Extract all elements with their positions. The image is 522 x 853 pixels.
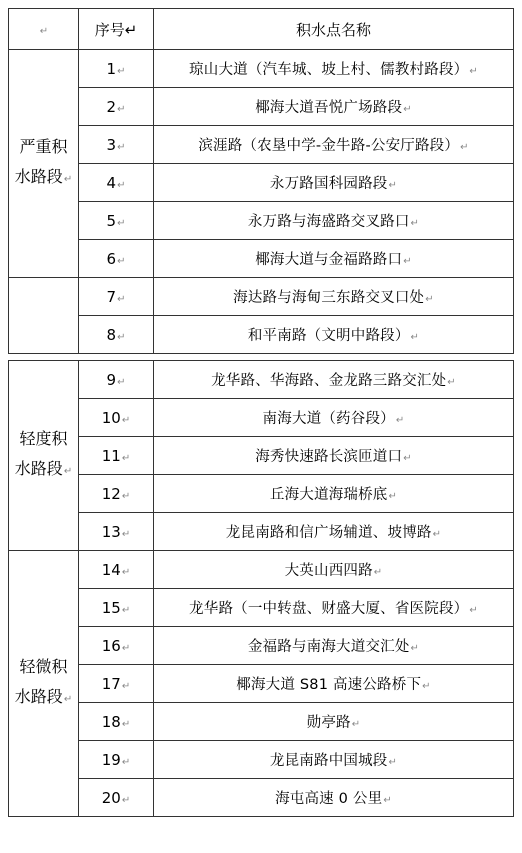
table-row [9, 399, 514, 437]
row-index: 19 [101, 750, 121, 769]
row-index-cell [79, 551, 154, 589]
category-label-line2 [9, 162, 78, 195]
paragraph-mark: ↵ [373, 567, 383, 578]
paragraph-mark: ↵ [121, 414, 131, 426]
paragraph-mark: ↵ [117, 331, 126, 343]
point-name-cell [154, 399, 514, 437]
paragraph-mark: ↵ [388, 757, 398, 768]
paragraph-mark: ↵ [403, 256, 412, 267]
row-index-cell [79, 475, 154, 513]
point-name-cell [154, 88, 514, 126]
row-index-cell [79, 202, 154, 240]
point-name-cell [154, 475, 514, 513]
paragraph-mark: ↵ [422, 681, 431, 692]
table-row [9, 88, 514, 126]
point-name-cell [154, 240, 514, 278]
table-row [9, 589, 514, 627]
point-name: 琼山大道（汽车城、坡上村、儒教村路段） [189, 62, 469, 78]
paragraph-mark: ↵ [403, 453, 412, 464]
row-index-cell [79, 88, 154, 126]
header-row [9, 9, 514, 50]
table-body [9, 50, 514, 817]
point-name: 和平南路（文明中路段） [247, 328, 410, 344]
page-break-cell [9, 354, 514, 361]
paragraph-mark: ↵ [121, 528, 131, 540]
row-index: 17 [101, 674, 121, 693]
row-index-cell [79, 278, 154, 316]
point-name: 永万路国科园路段 [269, 176, 388, 192]
point-name-cell [154, 665, 514, 703]
row-index: 4 [106, 173, 117, 192]
paragraph-mark: ↵ [63, 174, 73, 185]
paragraph-mark: ↵ [469, 605, 478, 616]
point-name: 龙昆南路中国城段 [269, 753, 388, 769]
table-row [9, 316, 514, 354]
paragraph-mark: ↵ [63, 466, 73, 477]
paragraph-mark: ↵ [117, 376, 126, 388]
paragraph-mark: ↵ [121, 490, 131, 502]
paragraph-mark: ↵ [121, 566, 131, 578]
point-name-cell [154, 316, 514, 354]
row-index: 18 [101, 712, 121, 731]
row-index-cell [79, 741, 154, 779]
category-label-text: 水路段 [14, 459, 63, 478]
row-index-cell [79, 437, 154, 475]
point-name-cell [154, 126, 514, 164]
table-row [9, 126, 514, 164]
table-row [9, 665, 514, 703]
paragraph-mark: ↵ [117, 217, 126, 229]
point-name-cell [154, 513, 514, 551]
paragraph-mark: ↵ [117, 141, 126, 153]
point-name: 勋亭路 [306, 715, 351, 731]
point-name-cell [154, 437, 514, 475]
point-name: 永万路与海盛路交叉路口 [247, 214, 410, 230]
paragraph-mark: ↵ [121, 718, 131, 730]
table-row [9, 202, 514, 240]
row-index: 1 [106, 59, 117, 78]
row-index-cell [79, 126, 154, 164]
table-row [9, 437, 514, 475]
row-index-cell [79, 164, 154, 202]
table-row [9, 278, 514, 316]
point-name-cell [154, 779, 514, 817]
category-cell [9, 361, 79, 551]
table-row [9, 475, 514, 513]
category-label-line2 [9, 454, 78, 487]
row-index-cell [79, 513, 154, 551]
row-index: 7 [106, 287, 117, 306]
paragraph-mark: ↵ [410, 332, 420, 343]
table-row [9, 551, 514, 589]
paragraph-mark: ↵ [117, 103, 126, 115]
point-name: 椰海大道与金福路路口 [255, 252, 403, 268]
paragraph-mark: ↵ [410, 218, 420, 229]
point-name: 海屯高速 0 公里 [275, 791, 383, 807]
point-name-cell [154, 703, 514, 741]
point-name: 海达路与海甸三东路交叉口处 [233, 290, 425, 306]
category-cell [9, 50, 79, 278]
paragraph-mark: ↵ [121, 794, 131, 806]
paragraph-mark: ↵ [117, 179, 126, 191]
row-index-cell [79, 665, 154, 703]
point-name: 龙华路、华海路、金龙路三路交汇处 [211, 373, 447, 389]
row-index: 6 [106, 249, 117, 268]
header-name: 积水点名称 [154, 9, 514, 50]
category-label-line1: 严重积 [19, 137, 68, 156]
paragraph-mark: ↵ [425, 294, 434, 305]
paragraph-mark: ↵ [469, 66, 478, 77]
point-name: 滨涯路（农垦中学-金牛路-公安厅路段） [198, 138, 460, 154]
paragraph-mark: ↵ [117, 293, 126, 305]
paragraph-mark: ↵ [63, 694, 73, 705]
table-row [9, 240, 514, 278]
point-name: 椰海大道 S81 高速公路桥下 [236, 677, 422, 693]
point-name-cell [154, 741, 514, 779]
row-index: 12 [101, 484, 121, 503]
table-row [9, 779, 514, 817]
point-name: 丘海大道海瑞桥底 [269, 487, 388, 503]
row-index-cell [79, 627, 154, 665]
paragraph-mark: ↵ [121, 604, 131, 616]
point-name: 大英山西四路 [284, 563, 373, 579]
row-index-cell [79, 399, 154, 437]
header-corner-cell [9, 9, 79, 50]
row-index: 10 [101, 408, 121, 427]
row-index: 3 [106, 135, 117, 154]
point-name-cell [154, 551, 514, 589]
point-name-cell [154, 361, 514, 399]
page-break-gap [9, 354, 514, 361]
row-index-cell [79, 316, 154, 354]
row-index: 2 [106, 97, 117, 116]
category-label-text: 水路段 [14, 687, 63, 706]
table-row [9, 627, 514, 665]
row-index-cell [79, 703, 154, 741]
row-index: 13 [101, 522, 121, 541]
point-name: 南海大道（药谷段） [262, 411, 395, 427]
row-index: 9 [106, 370, 117, 389]
paragraph-mark: ↵ [39, 26, 49, 37]
paragraph-mark: ↵ [460, 142, 469, 153]
paragraph-mark: ↵ [410, 643, 420, 654]
category-label-line1: 轻微积 [19, 657, 68, 676]
row-index-cell [79, 779, 154, 817]
paragraph-mark: ↵ [395, 415, 405, 426]
table-row [9, 703, 514, 741]
paragraph-mark: ↵ [117, 65, 126, 77]
paragraph-mark: ↵ [121, 680, 131, 692]
table-row [9, 164, 514, 202]
paragraph-mark: ↵ [383, 795, 392, 806]
row-index: 5 [106, 211, 117, 230]
point-name: 椰海大道吾悦广场路段 [255, 100, 403, 116]
header-index: 序号↵ [79, 9, 154, 50]
category-label-line1: 轻度积 [19, 429, 68, 448]
table-row [9, 361, 514, 399]
category-label-text: 水路段 [14, 167, 63, 186]
paragraph-mark: ↵ [121, 452, 131, 464]
row-index: 16 [101, 636, 121, 655]
paragraph-mark: ↵ [432, 529, 442, 540]
table-row [9, 50, 514, 88]
point-name: 龙昆南路和信广场辅道、坡博路 [225, 525, 432, 541]
category-cell [9, 551, 79, 817]
point-name-cell [154, 164, 514, 202]
point-name: 金福路与南海大道交汇处 [247, 639, 410, 655]
paragraph-mark: ↵ [403, 104, 412, 115]
point-name-cell [154, 202, 514, 240]
paragraph-mark: ↵ [388, 180, 398, 191]
point-name-cell [154, 50, 514, 88]
row-index: 11 [101, 446, 121, 465]
point-name-cell [154, 589, 514, 627]
row-index-cell [79, 361, 154, 399]
waterlogging-points-table [8, 8, 514, 817]
row-index: 20 [101, 788, 121, 807]
point-name: 海秀快速路长滨匝道口 [255, 449, 403, 465]
paragraph-mark: ↵ [388, 491, 398, 502]
row-index: 14 [101, 560, 121, 579]
paragraph-mark: ↵ [117, 255, 126, 267]
row-index: 8 [106, 325, 117, 344]
row-index: 15 [101, 598, 121, 617]
category-label-line2 [9, 682, 78, 715]
paragraph-mark: ↵ [447, 377, 456, 388]
category-cell [9, 278, 79, 354]
paragraph-mark: ↵ [351, 719, 361, 730]
point-name: 龙华路（一中转盘、财盛大厦、省医院段） [189, 601, 469, 617]
point-name-cell [154, 278, 514, 316]
table-row [9, 741, 514, 779]
paragraph-mark: ↵ [121, 642, 131, 654]
table-row [9, 513, 514, 551]
point-name-cell [154, 627, 514, 665]
row-index-cell [79, 50, 154, 88]
row-index-cell [79, 240, 154, 278]
row-index-cell [79, 589, 154, 627]
paragraph-mark: ↵ [121, 756, 131, 768]
